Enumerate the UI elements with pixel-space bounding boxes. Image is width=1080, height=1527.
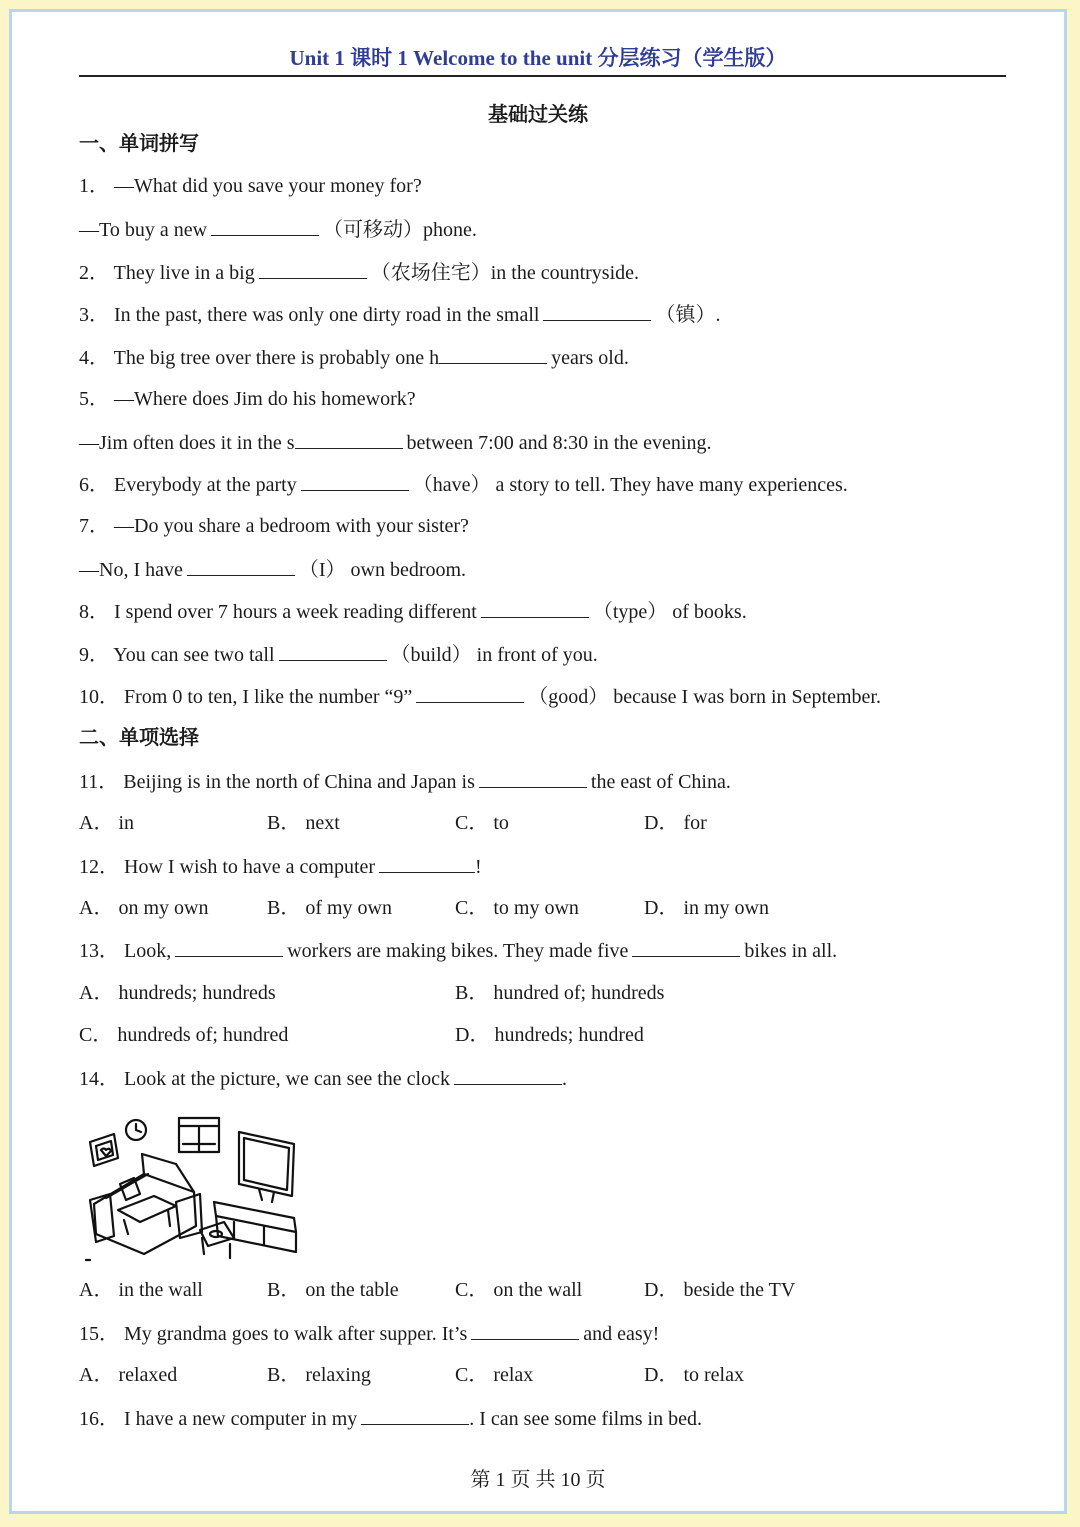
q15-option-c[interactable]: C． relax [455, 1364, 534, 1386]
part1-heading: 一、单词拼写 [79, 133, 199, 155]
q14-option-d[interactable]: D． beside the TV [644, 1279, 796, 1301]
question-3: 3． In the past, there was only one dirty road in the small （镇）. [79, 304, 721, 326]
q13-option-d[interactable]: D． hundreds; hundred [455, 1024, 644, 1046]
answer-blank-3[interactable] [543, 302, 651, 321]
q13-option-c[interactable]: C． hundreds of; hundred [79, 1024, 289, 1046]
q12-option-a[interactable]: A． on my own [79, 897, 209, 919]
question-13: 13． Look, workers are making bikes. They made five bikes in all. [79, 940, 838, 962]
answer-blank-8[interactable] [481, 599, 589, 618]
answer-blank-13a[interactable] [175, 938, 283, 957]
question-7-answer-line: —No, I have （I） own bedroom. [79, 559, 467, 581]
answer-blank-10[interactable] [416, 684, 524, 703]
part2-heading: 二、单项选择 [79, 727, 199, 749]
q12-option-d[interactable]: D． in my own [644, 897, 769, 919]
answer-blank-6[interactable] [301, 472, 409, 491]
question-7-prompt: 7． —Do you share a bedroom with your sister? [79, 515, 469, 537]
answer-blank-16[interactable] [361, 1406, 469, 1425]
living-room-illustration [84, 1114, 304, 1264]
q12-option-c[interactable]: C． to my own [455, 897, 579, 919]
answer-blank-7[interactable] [187, 557, 295, 576]
question-10: 10． From 0 to ten, I like the number “9” （good） because I was born in September. [79, 686, 881, 708]
question-12: 12． How I wish to have a computer ! [79, 856, 482, 878]
question-9: 9． You can see two tall （build） in front of you. [79, 644, 598, 666]
page-number: 第 1 页 共 10 页 [470, 1469, 606, 1491]
answer-blank-13b[interactable] [632, 938, 740, 957]
q11-option-c[interactable]: C． to [455, 812, 509, 834]
answer-blank-9[interactable] [279, 642, 387, 661]
q14-option-b[interactable]: B． on the table [267, 1279, 399, 1301]
question-4: 4． The big tree over there is probably one h years old. [79, 347, 629, 369]
q15-option-d[interactable]: D． to relax [644, 1364, 744, 1386]
question-6: 6． Everybody at the party （have） a story to tell. They have many experiences. [79, 474, 848, 496]
question-1-prompt: 1． —What did you save your money for? [79, 175, 422, 197]
answer-blank-2[interactable] [259, 260, 367, 279]
worksheet-title: Unit 1 课时 1 Welcome to the unit 分层练习（学生版） [289, 46, 787, 70]
q15-option-a[interactable]: A． relaxed [79, 1364, 178, 1386]
title-rule [79, 75, 1006, 77]
q11-option-a[interactable]: A． in [79, 812, 134, 834]
answer-blank-1[interactable] [211, 217, 319, 236]
answer-blank-5[interactable] [295, 430, 403, 449]
answer-blank-12[interactable] [379, 854, 475, 873]
q12-option-b[interactable]: B． of my own [267, 897, 392, 919]
q11-option-d[interactable]: D． for [644, 812, 707, 834]
q14-option-a[interactable]: A． in the wall [79, 1279, 203, 1301]
worksheet-page [9, 9, 1067, 1514]
q13-option-b[interactable]: B． hundred of; hundreds [455, 982, 665, 1004]
answer-blank-15[interactable] [471, 1321, 579, 1340]
question-11: 11． Beijing is in the north of China and Japan is the east of China. [79, 771, 731, 793]
question-15: 15． My grandma goes to walk after supper. It’s and easy! [79, 1323, 660, 1345]
question-5-prompt: 5． —Where does Jim do his homework? [79, 388, 416, 410]
question-5-answer-line: —Jim often does it in the s between 7:00 and 8:30 in the evening. [79, 432, 712, 454]
q14-option-c[interactable]: C． on the wall [455, 1279, 583, 1301]
answer-blank-14[interactable] [454, 1066, 562, 1085]
question-14: 14． Look at the picture, we can see the clock . [79, 1068, 567, 1090]
answer-blank-4[interactable] [439, 345, 547, 364]
answer-blank-11[interactable] [479, 769, 587, 788]
question-1-answer-line: —To buy a new （可移动）phone. [79, 219, 477, 241]
q13-option-a[interactable]: A． hundreds; hundreds [79, 982, 276, 1004]
question-16: 16． I have a new computer in my . I can see some films in bed. [79, 1408, 702, 1430]
q11-option-b[interactable]: B． next [267, 812, 340, 834]
question-8: 8． I spend over 7 hours a week reading different （type） of books. [79, 601, 747, 623]
section-heading: 基础过关练 [488, 104, 588, 126]
q15-option-b[interactable]: B． relaxing [267, 1364, 371, 1386]
question-2: 2． They live in a big （农场住宅）in the countryside. [79, 262, 640, 284]
